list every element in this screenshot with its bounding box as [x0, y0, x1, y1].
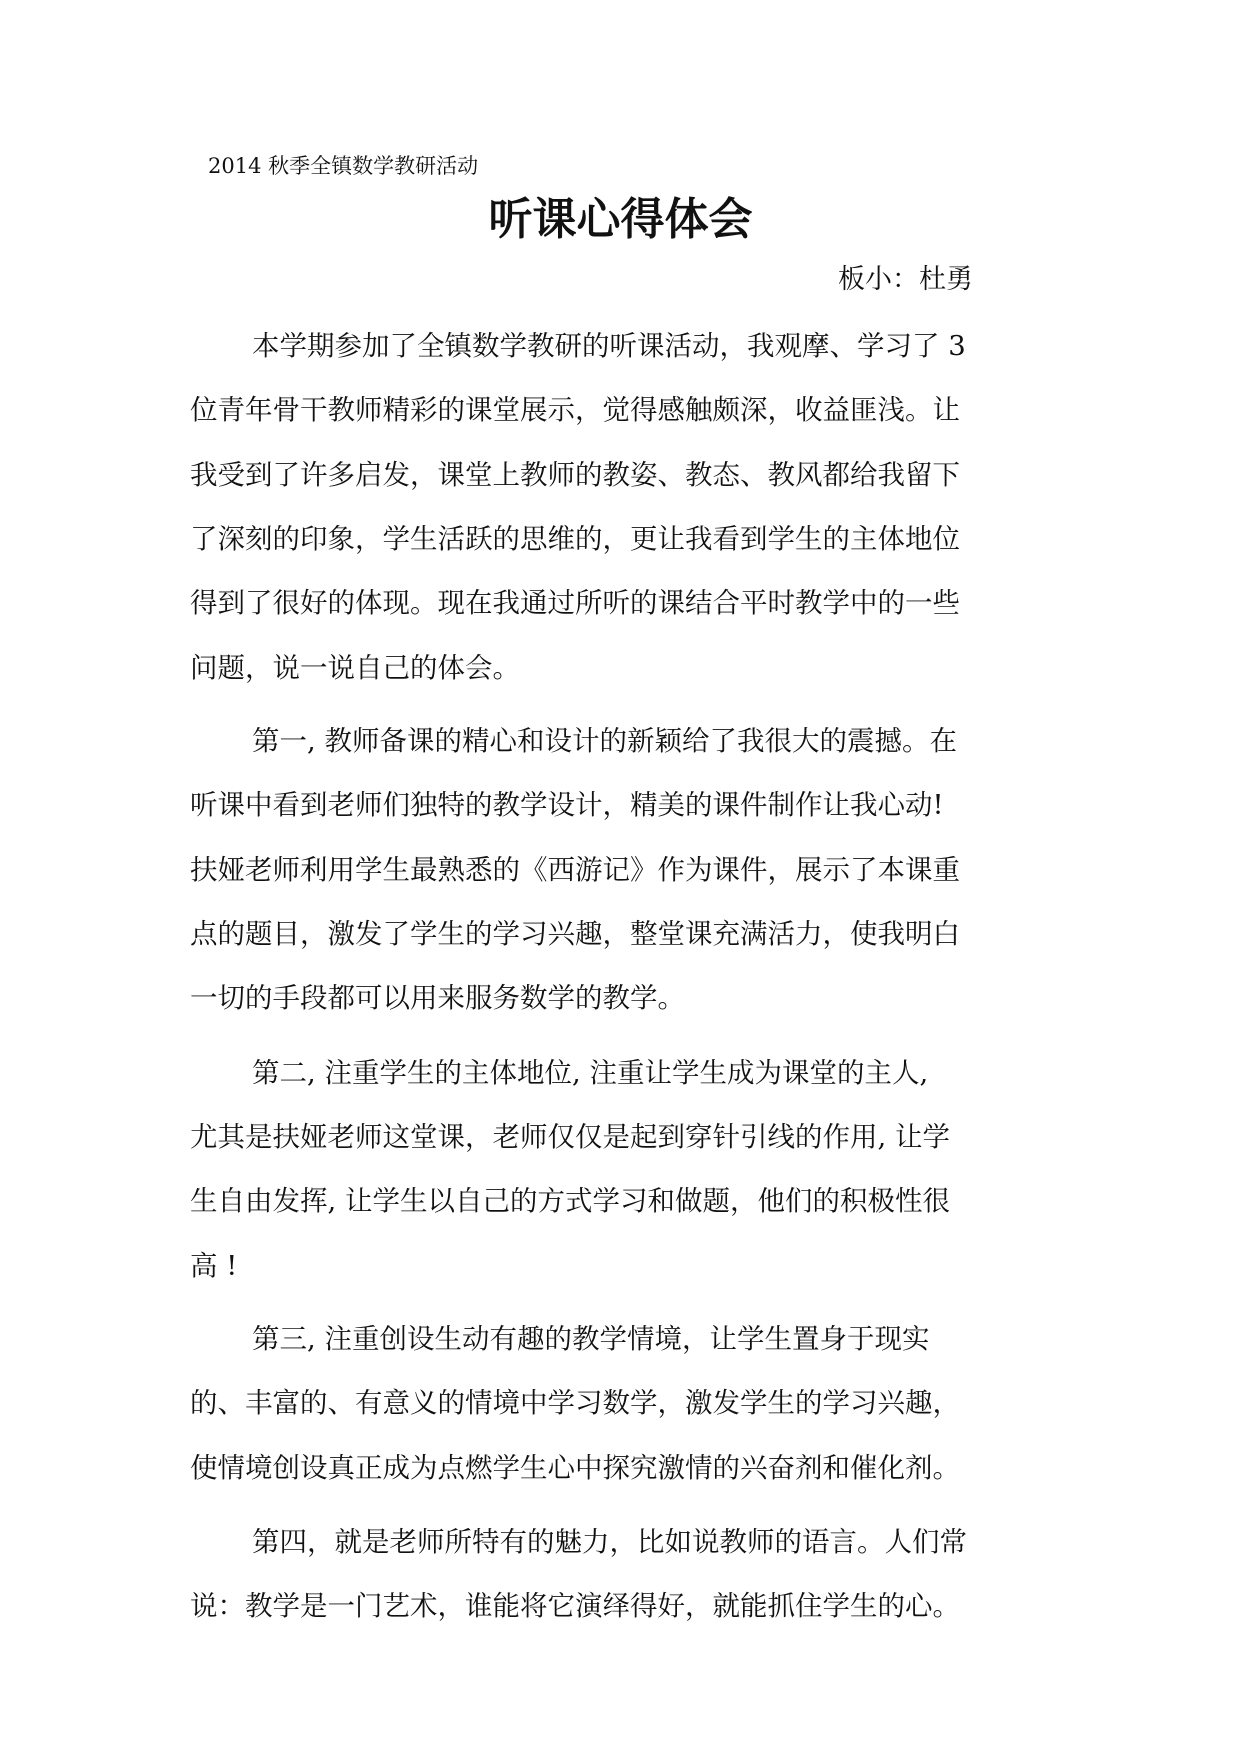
- body-line: 一切的手段都可以用来服务数学的教学。: [190, 982, 685, 1014]
- body-line: 使情境创设真正成为点燃学生心中探究激情的兴奋剂和催化剂。: [190, 1452, 960, 1484]
- body-line: 点的题目，激发了学生的学习兴趣，整堂课充满活力，使我明白: [190, 918, 960, 950]
- author-line: 板小：杜勇: [838, 264, 973, 295]
- body-line: 第二, 注重学生的主体地位, 注重让学生成为课堂的主人,: [252, 1057, 929, 1089]
- body-line: 位青年骨干教师精彩的课堂展示，觉得感触颇深，收益匪浅。让: [190, 394, 960, 426]
- header-line: 2014 秋季全镇数学教研活动: [208, 154, 479, 178]
- body-line: 本学期参加了全镇数学教研的听课活动，我观摩、学习了 3: [252, 330, 966, 362]
- body-line: 的、丰富的、有意义的情境中学习数学，激发学生的学习兴趣，: [190, 1387, 960, 1419]
- body-line: 听课中看到老师们独特的教学设计，精美的课件制作让我心动!: [190, 789, 944, 821]
- body-line: 我受到了许多启发，课堂上教师的教姿、教态、教风都给我留下: [190, 459, 960, 491]
- body-line: 生自由发挥, 让学生以自己的方式学习和做题，他们的积极性很: [190, 1185, 950, 1217]
- body-line: 高 !: [190, 1250, 238, 1282]
- body-line: 得到了很好的体现。现在我通过所听的课结合平时教学中的一些: [190, 587, 960, 619]
- document-title: 听课心得体会: [488, 194, 753, 245]
- body-line: 尤其是扶娅老师这堂课，老师仅仅是起到穿针引线的作用, 让学: [190, 1121, 950, 1153]
- body-line: 第四，就是老师所特有的魅力，比如说教师的语言。人们常: [252, 1526, 967, 1558]
- body-line: 了深刻的印象，学生活跃的思维的，更让我看到学生的主体地位: [190, 523, 960, 555]
- body-line: 第三, 注重创设生动有趣的教学情境，让学生置身于现实: [252, 1323, 930, 1355]
- body-line: 说：教学是一门艺术，谁能将它演绎得好，就能抓住学生的心。: [190, 1590, 960, 1622]
- body-line: 扶娅老师利用学生最熟悉的《西游记》作为课件，展示了本课重: [190, 854, 960, 886]
- body-line: 第一, 教师备课的精心和设计的新颖给了我很大的震撼。在: [252, 725, 957, 757]
- body-line: 问题，说一说自己的体会。: [190, 652, 520, 684]
